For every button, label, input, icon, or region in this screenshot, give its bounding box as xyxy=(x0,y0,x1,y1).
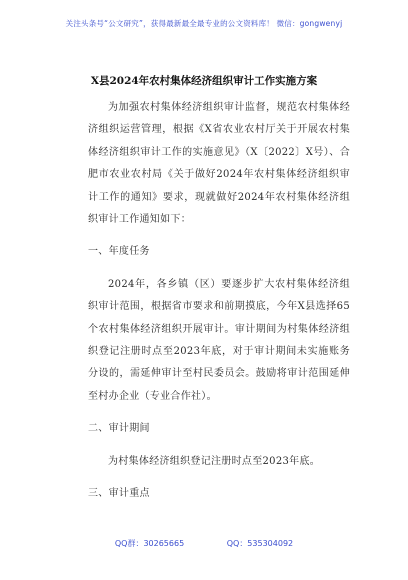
header-note: 关注头条号“公文研究”，获得最新最全最专业的公文资料库！ 微信：gongwenyj xyxy=(65,19,343,28)
section-text-audit-period: 为村集体经济组织登记注册时点至2023年底。 xyxy=(108,455,321,467)
section-heading-audit-period: 二、审计期间 xyxy=(88,423,150,435)
section-heading-annual-task: 一、年度任务 xyxy=(88,246,150,258)
document-title: X县2024年农村集体经济组织审计工作实施方案 xyxy=(90,75,318,87)
footer-qq-group: QQ群：30265665 xyxy=(114,539,185,548)
document-body xyxy=(88,97,350,506)
section-text-annual-task: 2024年，各乡镇（区）要逐步扩大农村集体经济组织审计范围，根据省市要求和前期摸底，今年X县选择65个农村集体经济组织开展审计。审计期间为村集体经济组织登记注册时点至2023年底，对于审计期间未实施账务分设的，需延伸审计至村民委员会。鼓励将审计范围延伸至村办企业（专业合作社）。 xyxy=(88,278,350,402)
footer xyxy=(0,538,408,549)
section-heading-audit-focus: 三、审计重点 xyxy=(88,488,150,500)
intro-paragraph: 为加强农村集体经济组织审计监督，规范农村集体经济组织运营管理，根据《X省农业农村厅关于开展农村集体经济组织审计工作的实施意见》（X〔2022〕X号）、合肥市农业农村局《关于做好2024年农村集体经济组织审计工作的通知》要求，现就做好2024年农村集体经济组织审计工作通知如下： xyxy=(88,102,350,226)
footer-qq: QQ：535304092 xyxy=(226,539,294,548)
